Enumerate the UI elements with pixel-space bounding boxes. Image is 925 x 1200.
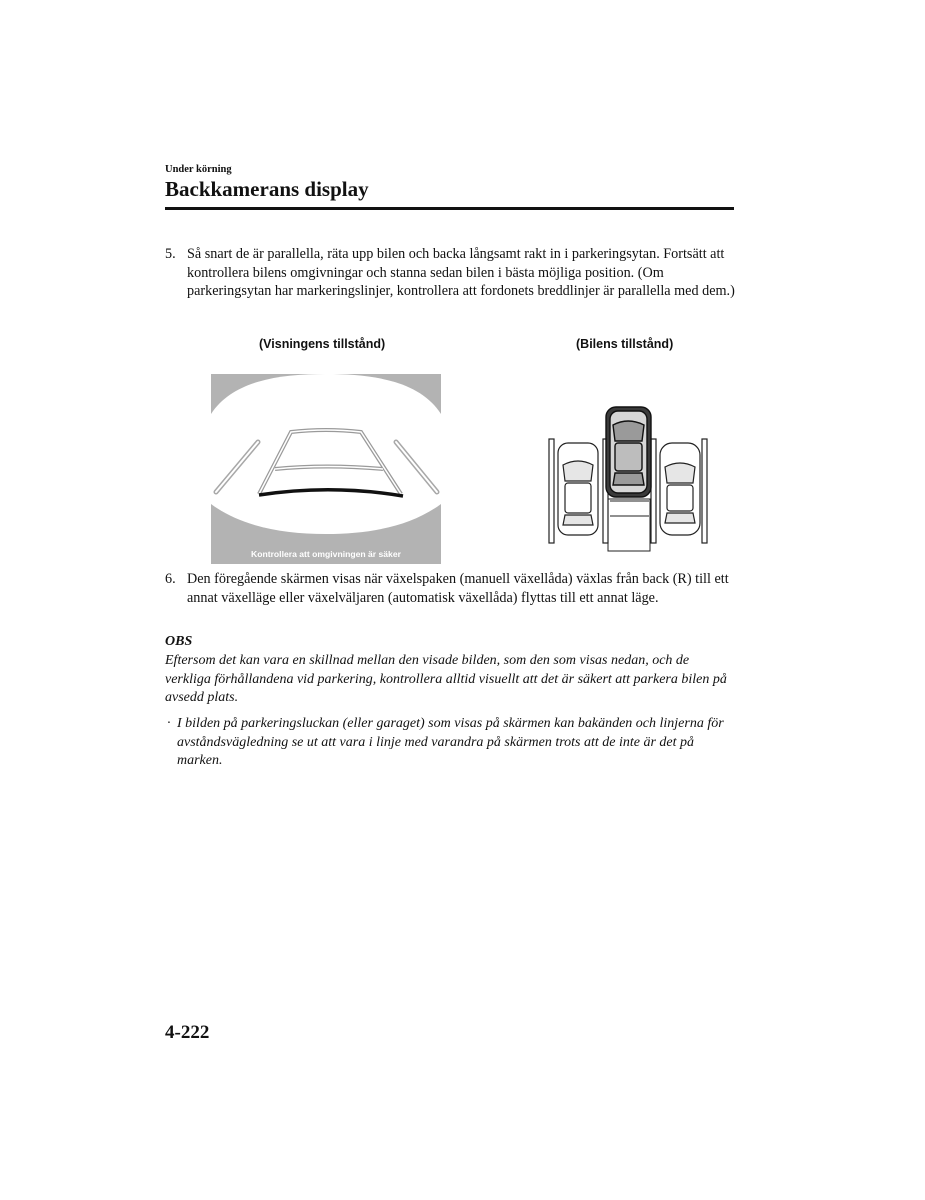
step-6 xyxy=(165,570,735,607)
parking-overhead-illustration xyxy=(546,403,710,553)
target-bay-lines xyxy=(608,499,650,551)
screen-warning-text: Kontrollera att omgivningen är säker xyxy=(251,549,401,559)
parked-car-left xyxy=(558,443,598,535)
section-label: Under körning xyxy=(165,164,232,175)
step-number: 6. xyxy=(165,571,176,587)
note-heading: OBS xyxy=(165,634,193,649)
figure-caption-vehicle: (Bilens tillstånd) xyxy=(576,337,674,351)
bullet-text: I bilden på parkeringsluckan (eller garaget) som visas på skärmen kan bakänden och linjerna för avståndsvägledning se ut att vara i linje med varandra på skärmen trots att de inte är det på marken. xyxy=(177,716,724,768)
step-number: 5. xyxy=(165,246,176,262)
title-rule xyxy=(165,207,734,210)
note-bullet xyxy=(165,715,735,771)
bullet-symbol: · xyxy=(167,716,171,731)
step-text: Den föregående skärmen visas när växelspaken (manuell växellåda) växlas från back (R) till ett annat växelläge eller växelväljaren (automatisk växellåda) flyttas till ett annat läge. xyxy=(187,571,729,606)
note-body: Eftersom det kan vara en skillnad mellan den visade bilden, som den som visas nedan, och de verkliga förhållandena vid parkering, kontrollera alltid visuellt att det är säkert att parkera bilen på avsedd plats. xyxy=(165,653,727,705)
page-title: Backkamerans display xyxy=(165,177,369,201)
camera-screen-illustration xyxy=(211,374,441,564)
figure-caption-display: (Visningens tillstånd) xyxy=(259,337,386,351)
reversing-car xyxy=(606,407,651,497)
step-5 xyxy=(165,245,735,301)
parked-car-right xyxy=(660,443,700,535)
step-text: Så snart de är parallella, räta upp bilen och backa långsamt rakt in i parkeringsytan. Fortsätt att kontrollera bilens omgivningar och stanna sedan bilen i bästa möjliga position. (Om parkeringsytan har markeringslinjer, kontrollera att fordonets breddlinjer är parallella med dem.) xyxy=(187,246,735,299)
page-number: 4-222 xyxy=(165,1022,210,1043)
